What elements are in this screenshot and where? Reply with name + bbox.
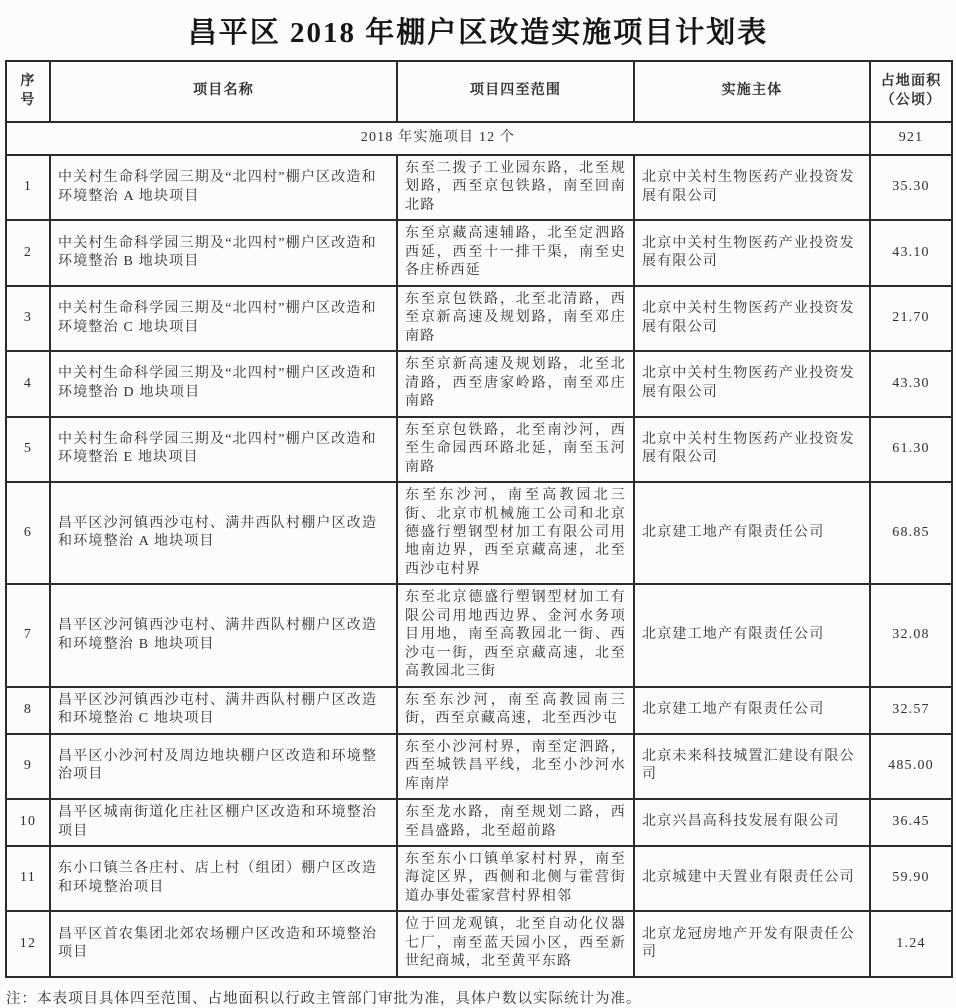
row-land-area: 59.90 [870,846,952,911]
row-serial-number: 1 [6,155,50,220]
row-land-area: 43.30 [870,351,952,416]
row-project-name: 东小口镇兰各庄村、店上村（组团）棚户区改造和环境整治项目 [50,846,397,911]
table-row [6,687,952,734]
row-serial-number: 11 [6,846,50,911]
row-project-name: 中关村生命科学园三期及“北四村”棚户区改造和环境整治 B 地块项目 [50,220,397,285]
row-project-name: 中关村生命科学园三期及“北四村”棚户区改造和环境整治 A 地块项目 [50,155,397,220]
row-implementing-entity: 北京建工地产有限责任公司 [634,584,870,686]
row-land-area: 32.08 [870,584,952,686]
row-implementing-entity: 北京建工地产有限责任公司 [634,687,870,734]
row-serial-number: 9 [6,734,50,799]
table-row [6,911,952,976]
row-project-name: 昌平区小沙河村及周边地块棚户区改造和环境整治项目 [50,734,397,799]
row-land-area: 68.85 [870,482,952,584]
row-implementing-entity: 北京未来科技城置汇建设有限公司 [634,734,870,799]
header-project-name: 项目名称 [50,61,397,122]
row-boundary-scope: 位于回龙观镇，北至自动化仪器七厂，南至蓝天园小区，西至新世纪商城，北至黄平东路 [397,911,634,976]
row-implementing-entity: 北京建工地产有限责任公司 [634,482,870,584]
row-implementing-entity: 北京兴昌高科技发展有限公司 [634,799,870,846]
table-row [6,799,952,846]
row-boundary-scope: 东至东小口镇单家村村界，南至海淀区界，西侧和北侧与霍营街道办事处霍家营村界相邻 [397,846,634,911]
row-land-area: 43.10 [870,220,952,285]
table-row [6,220,952,285]
row-serial-number: 3 [6,286,50,351]
header-land-area-line2: （公顷） [880,92,942,108]
table-row [6,846,952,911]
summary-row [6,122,952,155]
row-serial-number: 10 [6,799,50,846]
row-implementing-entity: 北京龙冠房地产开发有限责任公司 [634,911,870,976]
table-row [6,155,952,220]
summary-total-area: 921 [870,122,952,155]
row-project-name: 中关村生命科学园三期及“北四村”棚户区改造和环境整治 E 地块项目 [50,417,397,482]
header-implementing-entity: 实施主体 [634,61,870,122]
row-boundary-scope: 东至京包铁路，北至南沙河，西至生命园西环路北延，南至玉河南路 [397,417,634,482]
row-implementing-entity: 北京中关村生物医药产业投资发展有限公司 [634,286,870,351]
row-project-name: 中关村生命科学园三期及“北四村”棚户区改造和环境整治 C 地块项目 [50,286,397,351]
row-boundary-scope: 东至东沙河，南至高教园南三街，西至京藏高速，北至西沙屯 [397,687,634,734]
row-land-area: 35.30 [870,155,952,220]
header-boundary-scope: 项目四至范围 [397,61,634,122]
row-implementing-entity: 北京中关村生物医药产业投资发展有限公司 [634,220,870,285]
row-boundary-scope: 东至京藏高速辅路，北至定泗路西延，西至十一排干渠，南至史各庄桥西延 [397,220,634,285]
row-project-name: 昌平区沙河镇西沙屯村、满井西队村棚户区改造和环境整治 B 地块项目 [50,584,397,686]
summary-label: 2018 年实施项目 12 个 [6,122,870,155]
row-land-area: 36.45 [870,799,952,846]
row-project-name: 昌平区首农集团北郊农场棚户区改造和环境整治项目 [50,911,397,976]
row-serial-number: 2 [6,220,50,285]
row-implementing-entity: 北京中关村生物医药产业投资发展有限公司 [634,351,870,416]
row-land-area: 32.57 [870,687,952,734]
row-serial-number: 5 [6,417,50,482]
row-boundary-scope: 东至龙水路，南至规划二路，西至昌盛路，北至超前路 [397,799,634,846]
row-boundary-scope: 东至京包铁路，北至北清路，西至京新高速及规划路，南至邓庄南路 [397,286,634,351]
header-land-area [870,61,952,122]
footnote: 注：本表项目具体四至范围、占地面积以行政主管部门审批为准，具体户数以实际统计为准。 [6,990,642,1007]
row-serial-number: 7 [6,584,50,686]
row-serial-number: 4 [6,351,50,416]
row-boundary-scope: 东至东沙河，南至高教园北三街、北京市机械施工公司和北京德盛行塑钢型材加工有限公司用地南边界，西至京藏高速，北至西沙屯村界 [397,482,634,584]
header-land-area-line1: 占地面积 [880,74,942,90]
row-serial-number: 8 [6,687,50,734]
table-row [6,482,952,584]
row-project-name: 昌平区沙河镇西沙屯村、满井西队村棚户区改造和环境整治 A 地块项目 [50,482,397,584]
row-project-name: 中关村生命科学园三期及“北四村”棚户区改造和环境整治 D 地块项目 [50,351,397,416]
row-serial-number: 6 [6,482,50,584]
row-implementing-entity: 北京中关村生物医药产业投资发展有限公司 [634,417,870,482]
row-boundary-scope: 东至北京德盛行塑钢型材加工有限公司用地西边界、金河水务项目用地，南至高教园北一街、西沙屯一街，西至京藏高速，北至高教园北三街 [397,584,634,686]
row-implementing-entity: 北京城建中天置业有限责任公司 [634,846,870,911]
table-header-row [6,61,952,122]
row-land-area: 1.24 [870,911,952,976]
row-land-area: 61.30 [870,417,952,482]
table-row [6,584,952,686]
row-land-area: 485.00 [870,734,952,799]
table-row [6,351,952,416]
row-boundary-scope: 东至二拨子工业园东路，北至规划路，西至京包铁路，南至回南北路 [397,155,634,220]
row-boundary-scope: 东至小沙河村界，南至定泗路，西至城铁昌平线，北至小沙河水库南岸 [397,734,634,799]
row-project-name: 昌平区城南街道化庄社区棚户区改造和环境整治项目 [50,799,397,846]
header-serial-number: 序号 [6,61,50,122]
row-implementing-entity: 北京中关村生物医药产业投资发展有限公司 [634,155,870,220]
table-row [6,417,952,482]
row-project-name: 昌平区沙河镇西沙屯村、满井西队村棚户区改造和环境整治 C 地块项目 [50,687,397,734]
page-title: 昌平区 2018 年棚户区改造实施项目计划表 [187,17,769,49]
row-serial-number: 12 [6,911,50,976]
row-land-area: 21.70 [870,286,952,351]
project-plan-table [5,60,953,978]
table-row [6,286,952,351]
row-boundary-scope: 东至京新高速及规划路，北至北清路，西至唐家岭路，南至邓庄南路 [397,351,634,416]
table-row [6,734,952,799]
